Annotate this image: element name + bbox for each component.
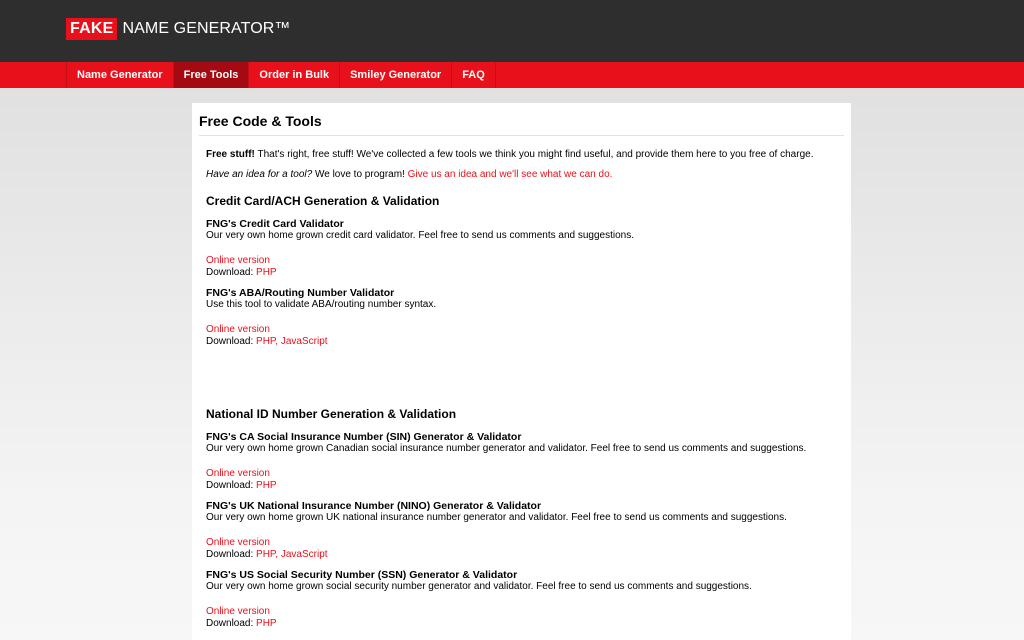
section-heading-national-id: National ID Number Generation & Validation — [206, 407, 457, 421]
download-label: Download: — [206, 267, 257, 278]
online-version-link[interactable]: Online version — [206, 255, 270, 266]
content-panel — [192, 103, 851, 640]
tool-item — [206, 431, 826, 492]
tool-name: FNG's UK National Insurance Number (NINO) Generator & Validator — [206, 500, 542, 512]
download-row — [206, 480, 826, 492]
download-row — [206, 618, 826, 630]
online-version-link[interactable]: Online version — [206, 468, 270, 479]
download-row — [206, 267, 826, 279]
idea-paragraph — [206, 169, 826, 181]
intro-paragraph — [206, 149, 826, 161]
tool-description: Our very own home grown credit card validator. Feel free to send us comments and suggestions. — [206, 230, 634, 241]
site-header — [0, 0, 1024, 62]
tool-name: FNG's CA Social Insurance Number (SIN) Generator & Validator — [206, 431, 522, 443]
logo-fake-badge: FAKE — [66, 18, 117, 40]
download-label: Download: — [206, 336, 257, 347]
section-heading-credit-card: Credit Card/ACH Generation & Validation — [206, 194, 440, 208]
tool-description: Our very own home grown social security number generator and validator. Feel free to send us comments and suggestions. — [206, 581, 752, 592]
download-link[interactable]: PHP, JavaScript — [256, 336, 328, 347]
main-nav — [66, 62, 496, 88]
tool-description: Our very own home grown UK national insurance number generator and validator. Feel free to send us comments and suggestions. — [206, 512, 787, 523]
online-version-link[interactable]: Online version — [206, 537, 270, 548]
page-content — [206, 149, 826, 638]
tool-item — [206, 500, 826, 561]
intro-text: That's right, free stuff! We've collected a few tools we think you might find useful, and provide them here to you free of charge. — [254, 149, 814, 160]
tool-name: FNG's US Social Security Number (SSN) Generator & Validator — [206, 569, 518, 581]
download-label: Download: — [206, 480, 257, 491]
download-label: Download: — [206, 618, 257, 629]
tool-description: Our very own home grown Canadian social insurance number generator and validator. Feel free to send us comments and suggestions. — [206, 443, 807, 454]
nav-item-name-generator[interactable]: Name Generator — [67, 62, 174, 88]
page-title: Free Code & Tools — [199, 113, 322, 129]
download-link[interactable]: PHP — [256, 618, 277, 629]
tool-name: FNG's ABA/Routing Number Validator — [206, 287, 395, 299]
title-divider — [199, 135, 844, 136]
download-row — [206, 336, 826, 348]
intro-bold: Free stuff! — [206, 149, 255, 160]
tool-name: FNG's Credit Card Validator — [206, 218, 344, 230]
section-spacer — [206, 356, 826, 394]
nav-item-order-in-bulk[interactable]: Order in Bulk — [249, 62, 340, 88]
download-link[interactable]: PHP, JavaScript — [256, 549, 328, 560]
nav-item-faq[interactable]: FAQ — [452, 62, 496, 88]
idea-text: We love to program! — [312, 169, 408, 180]
site-logo[interactable] — [66, 18, 291, 40]
tool-description: Use this tool to validate ABA/routing number syntax. — [206, 299, 437, 310]
logo-text: NAME GENERATOR™ — [122, 20, 291, 37]
download-link[interactable]: PHP — [256, 267, 277, 278]
download-row — [206, 549, 826, 561]
tool-item — [206, 287, 826, 348]
download-link[interactable]: PHP — [256, 480, 277, 491]
download-label: Download: — [206, 549, 257, 560]
online-version-link[interactable]: Online version — [206, 324, 270, 335]
main-nav-bar — [0, 62, 1024, 88]
idea-link[interactable]: Give us an idea and we'll see what we can do. — [407, 169, 613, 180]
tool-item — [206, 569, 826, 630]
idea-italic: Have an idea for a tool? — [206, 169, 313, 180]
nav-item-smiley-generator[interactable]: Smiley Generator — [340, 62, 452, 88]
tool-item — [206, 218, 826, 279]
online-version-link[interactable]: Online version — [206, 606, 270, 617]
nav-item-free-tools[interactable]: Free Tools — [174, 62, 250, 88]
